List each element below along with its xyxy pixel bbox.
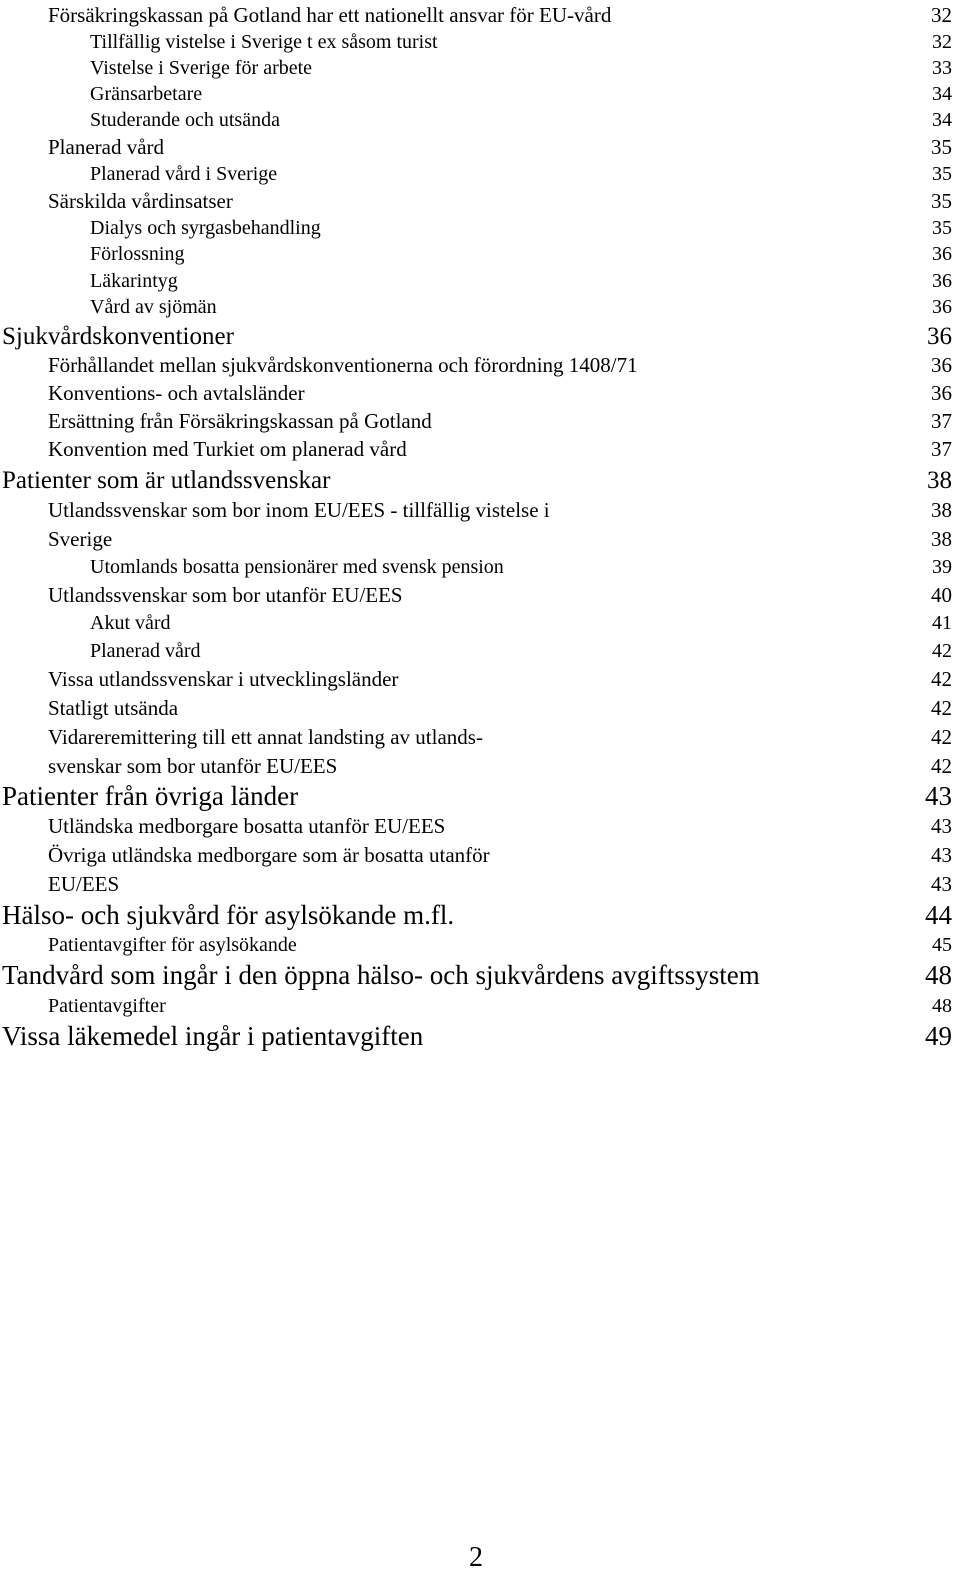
toc-entry-title: svenskar som bor utanför EU/EES xyxy=(48,754,338,778)
toc-entry-page: 36 xyxy=(927,323,952,350)
toc-entry-title: Sjukvårdskonventioner xyxy=(2,323,234,350)
toc-entry-page: 38 xyxy=(931,527,952,551)
toc-entry-title: Gränsarbetare xyxy=(90,83,203,105)
toc-entry[interactable] xyxy=(0,159,952,189)
toc-entry-page: 42 xyxy=(931,725,952,749)
toc-entry-page: 44 xyxy=(925,900,952,930)
toc-entry[interactable] xyxy=(0,0,952,30)
toc-entry-title: Utomlands bosatta pensionärer med svensk pension xyxy=(90,556,504,578)
toc-entry-page: 48 xyxy=(925,960,952,990)
toc-entry-page: 32 xyxy=(931,3,952,27)
toc-entry[interactable] xyxy=(0,1021,952,1051)
toc-entry-title: Utlandssvenskar som bor utanför EU/EES xyxy=(48,583,403,607)
toc-entry-page: 43 xyxy=(931,814,952,838)
page-number: 2 xyxy=(469,1542,483,1573)
toc-entry-title: Läkarintyg xyxy=(90,270,178,292)
toc-entry[interactable] xyxy=(0,869,952,899)
toc-entry-title: Ersättning från Försäkringskassan på Gotland xyxy=(48,409,432,433)
toc-entry-page: 43 xyxy=(931,872,952,896)
toc-entry-page: 43 xyxy=(925,781,952,811)
toc-entry-page: 37 xyxy=(931,409,952,433)
toc-entry-title: Studerande och utsända xyxy=(90,109,280,131)
toc-entry[interactable] xyxy=(0,693,952,723)
toc-entry-title: Patienter som är utlandssvenskar xyxy=(2,467,331,494)
toc-entry[interactable] xyxy=(0,991,952,1021)
toc-entry[interactable] xyxy=(0,722,952,752)
toc-entry-title: Vissa utlandssvenskar i utvecklingsländer xyxy=(48,667,399,691)
toc-entry-title: Utlandssvenskar som bor inom EU/EES - tillfällig vistelse i xyxy=(48,498,550,522)
toc-entry-page: 48 xyxy=(932,995,952,1017)
toc-entry-page: 49 xyxy=(925,1021,952,1051)
toc-entry-page: 32 xyxy=(932,31,952,53)
toc-entry[interactable] xyxy=(0,580,952,610)
toc-entry-page: 38 xyxy=(931,498,952,522)
toc-entry-page: 34 xyxy=(932,83,952,105)
toc-entry-title: Akut vård xyxy=(90,612,171,634)
toc-entry[interactable] xyxy=(0,495,952,525)
toc-entry-title: Förlossning xyxy=(90,243,185,265)
toc-entry-page: 42 xyxy=(931,696,952,720)
toc-entry-page: 42 xyxy=(931,754,952,778)
toc-entry-page: 37 xyxy=(931,437,952,461)
toc-entry[interactable] xyxy=(0,811,952,841)
toc-entry-title: Tandvård som ingår i den öppna hälso- och sjukvårdens avgiftssystem xyxy=(2,960,760,990)
toc-entry[interactable] xyxy=(0,105,952,135)
toc-entry-title: Utländska medborgare bosatta utanför EU/EES xyxy=(48,814,446,838)
toc-entry[interactable] xyxy=(0,186,952,216)
toc-entry-title: Vård av sjömän xyxy=(90,296,217,318)
toc-entry-title: Försäkringskassan på Gotland har ett nationellt ansvar för EU-vård xyxy=(48,3,612,27)
toc-entry-page: 41 xyxy=(932,612,952,634)
toc-entry-page: 35 xyxy=(931,135,952,159)
toc-entry-title: Patientavgifter xyxy=(48,995,166,1017)
toc-entry[interactable] xyxy=(0,524,952,554)
toc-entry-title: Planerad vård i Sverige xyxy=(90,163,278,185)
toc-entry-title: Konvention med Turkiet om planerad vård xyxy=(48,437,407,461)
toc-entry[interactable] xyxy=(0,292,952,322)
toc-entry-page: 43 xyxy=(931,843,952,867)
toc-entry-title: Sverige xyxy=(48,527,113,551)
toc-entry-page: 42 xyxy=(931,667,952,691)
toc-entry[interactable] xyxy=(0,434,952,464)
toc-entry-page: 36 xyxy=(932,296,952,318)
toc-entry[interactable] xyxy=(0,132,952,162)
toc-entry-page: 35 xyxy=(932,163,952,185)
toc-entry[interactable] xyxy=(0,900,952,930)
toc-entry-page: 34 xyxy=(932,109,952,131)
toc-entry[interactable] xyxy=(0,840,952,870)
toc-entry-title: Dialys och syrgasbehandling xyxy=(90,217,321,239)
toc-entry[interactable] xyxy=(0,406,952,436)
toc-entry-title: Särskilda vårdinsatser xyxy=(48,189,233,213)
toc-entry-title: Planerad vård xyxy=(48,135,165,159)
toc-entry[interactable] xyxy=(0,751,952,781)
toc-entry[interactable] xyxy=(0,378,952,408)
toc-entry[interactable] xyxy=(0,552,952,582)
toc-entry[interactable] xyxy=(0,960,952,990)
toc-entry[interactable] xyxy=(0,350,952,380)
toc-entry-title: Patientavgifter för asylsökande xyxy=(48,934,297,956)
toc-entry-page: 42 xyxy=(932,640,952,662)
toc-entry-page: 38 xyxy=(927,467,952,494)
toc-entry-title: Patienter från övriga länder xyxy=(2,781,299,811)
toc-entry-title: Planerad vård xyxy=(90,640,201,662)
toc-entry-title: Tillfällig vistelse i Sverige t ex såsom turist xyxy=(90,31,438,53)
toc-entry[interactable] xyxy=(0,239,952,269)
toc-entry-title: EU/EES xyxy=(48,872,120,896)
toc-entry-page: 36 xyxy=(932,243,952,265)
toc-entry[interactable] xyxy=(0,930,952,960)
toc-entry-page: 39 xyxy=(932,556,952,578)
toc-entry-page: 35 xyxy=(931,189,952,213)
toc-entry-title: Vissa läkemedel ingår i patientavgiften xyxy=(2,1021,424,1051)
toc-entry-title: Övriga utländska medborgare som är bosatta utanför xyxy=(48,843,490,867)
toc-entry-title: Hälso- och sjukvård för asylsökande m.fl. xyxy=(2,900,455,930)
toc-entry-title: Vidareremittering till ett annat landsting av utlands- xyxy=(48,725,483,749)
toc-entry[interactable] xyxy=(0,636,952,666)
toc-entry-page: 36 xyxy=(931,353,952,377)
toc-entry-title: Konventions- och avtalsländer xyxy=(48,381,305,405)
toc-entry[interactable] xyxy=(0,608,952,638)
toc-entry[interactable] xyxy=(0,322,952,352)
toc-entry-page: 36 xyxy=(932,270,952,292)
toc-entry[interactable] xyxy=(0,781,952,811)
toc-entry-title: Förhållandet mellan sjukvårdskonventionerna och förordning 1408/71 xyxy=(48,353,638,377)
toc-entry[interactable] xyxy=(0,664,952,694)
toc-entry-page: 36 xyxy=(931,381,952,405)
toc-entry-title: Vistelse i Sverige för arbete xyxy=(90,57,313,79)
toc-entry[interactable] xyxy=(0,466,952,496)
toc-entry-page: 33 xyxy=(932,57,952,79)
toc-entry-title: Statligt utsända xyxy=(48,696,179,720)
toc-entry-page: 40 xyxy=(931,583,952,607)
toc-entry-page: 45 xyxy=(932,934,952,956)
toc-entry-page: 35 xyxy=(932,217,952,239)
